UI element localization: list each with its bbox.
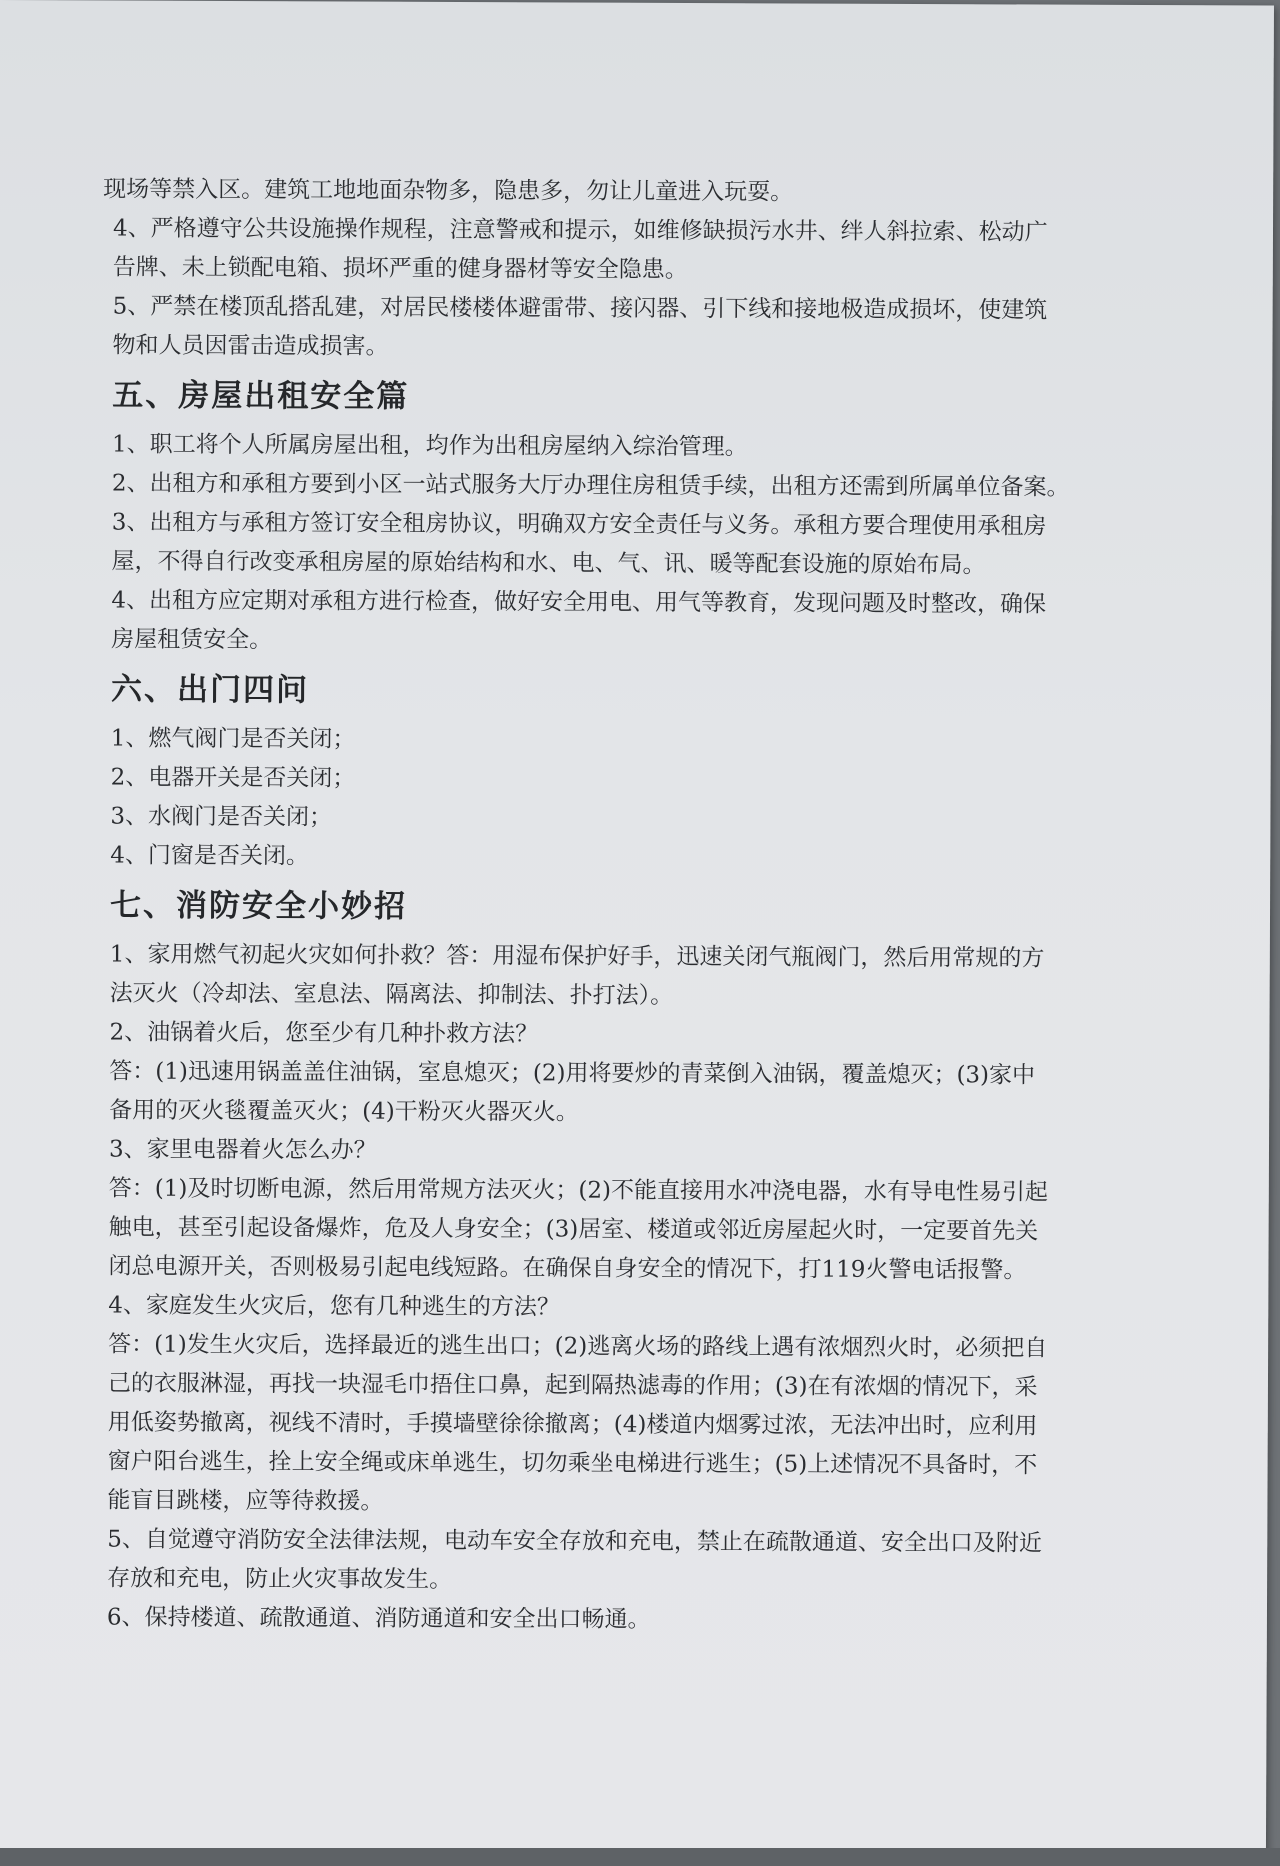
section-7-line: 用低姿势撤离，视线不清时，手摸墙壁徐徐撤离；(4)楼道内烟雾过浓，无法冲出时，应利用 [107,1409,1038,1440]
section-6-line: 1、燃气阀门是否关闭； [110,725,356,753]
document-content [97,170,1183,1642]
intro-line: 5、严禁在楼顶乱搭乱建，对居民楼楼体避雷带、接闪器、引下线和接地极造成损坏，使建筑 [112,293,1048,324]
section-5-line: 屋，不得自行改变承租房屋的原始结构和水、电、气、讯、暖等配套设施的原始布局。 [111,548,986,579]
section-7-line: 3、家里电器着火怎么办？ [108,1136,377,1164]
section-7-line: 答：(1)及时切断电源，然后用常规方法灭火；(2)不能直接用水冲浇电器，水有导电性易引起 [108,1175,1049,1206]
intro-line: 现场等禁入区。建筑工地地面杂物多，隐患多，勿让儿童进入玩耍。 [103,176,794,206]
section-7-line: 闭总电源开关，否则极易引起电线短路。在确保自身安全的情况下，打119火警电话报警。 [108,1253,1027,1284]
section-7-line: 答：(1)发生火灾后，选择最近的逃生出口；(2)逃离火场的路线上遇有浓烟烈火时，必须把自 [108,1331,1048,1362]
section-7-heading: 七、消防安全小妙招 [109,887,408,925]
intro-line: 告牌、未上锁配电箱、损坏严重的健身器材等安全隐患。 [112,254,688,284]
section-5-line: 3、出租方与承租方签订安全租房协议，明确双方安全责任与义务。承租方要合理使用承租房 [111,509,1047,540]
section-5-line: 4、出租方应定期对承租方进行检查，做好安全用电、用气等教育，发现问题及时整改，确保 [111,587,1047,618]
section-5-line: 1、职工将个人所属房屋出租，均作为出租房屋纳入综治管理。 [112,431,748,461]
section-7-line: 触电，甚至引起设备爆炸，危及人身安全；(3)居室、楼道或邻近房屋起火时，一定要首先关 [108,1214,1039,1245]
section-7-line: 能盲目跳楼，应等待救援。 [107,1487,384,1515]
section-7-line: 6、保持楼道、疏散通道、消防通道和安全出口畅通。 [106,1604,651,1633]
section-7-line: 答：(1)迅速用锅盖盖住油锅，室息熄灭；(2)用将要炒的青菜倒入油锅，覆盖熄灭；(3)家中 [109,1058,1036,1089]
section-7-line: 窗户阳台逃生，拴上安全绳或床单逃生，切勿乘坐电梯进行逃生；(5)上述情况不具备时，不 [107,1448,1038,1479]
intro-line: 4、严格遵守公共设施操作规程，注意警戒和提示，如维修缺损污水井、绊人斜拉索、松动广 [112,215,1048,246]
section-6-heading: 六、出门四问 [110,671,310,709]
section-7-line: 己的衣服淋湿，再找一块湿毛巾捂住口鼻，起到隔热滤毒的作用；(3)在有浓烟的情况下，采 [107,1370,1038,1401]
section-7-line: 5、自觉遵守消防安全法律法规，电动车安全存放和充电，禁止在疏散通道、安全出口及附近 [107,1526,1042,1557]
section-7-line: 法灭火（冷却法、室息法、隔离法、抑制法、扑打法）。 [109,980,674,1009]
section-7-line: 存放和充电，防止火灾事故发生。 [107,1565,453,1593]
section-5-heading: 五、房屋出租安全篇 [112,377,410,415]
section-5-line: 房屋租赁安全。 [111,626,273,654]
section-6-line: 4、门窗是否关闭。 [110,842,309,870]
section-5-line: 2、出租方和承租方要到小区一站式服务大厅办理住房租赁手续，出租方还需到所属单位备案。 [111,470,1070,501]
section-7-line: 1、家用燃气初起火灾如何扑救？答：用湿布保护好手，迅速关闭气瓶阀门，然后用常规的方 [109,941,1045,972]
section-6-line: 2、电器开关是否关闭； [110,764,356,792]
section-7-line: 2、油锅着火后，您至少有几种扑救方法？ [109,1019,539,1048]
intro-line: 物和人员因雷击造成损害。 [112,332,389,360]
section-7-line: 备用的灭火毯覆盖灭火；(4)干粉灭火器灭火。 [109,1097,579,1126]
section-7-line: 4、家庭发生火灾后，您有几种逃生的方法？ [108,1292,560,1321]
section-6-line: 3、水阀门是否关闭； [110,803,333,831]
background-strip [0,1848,1280,1866]
